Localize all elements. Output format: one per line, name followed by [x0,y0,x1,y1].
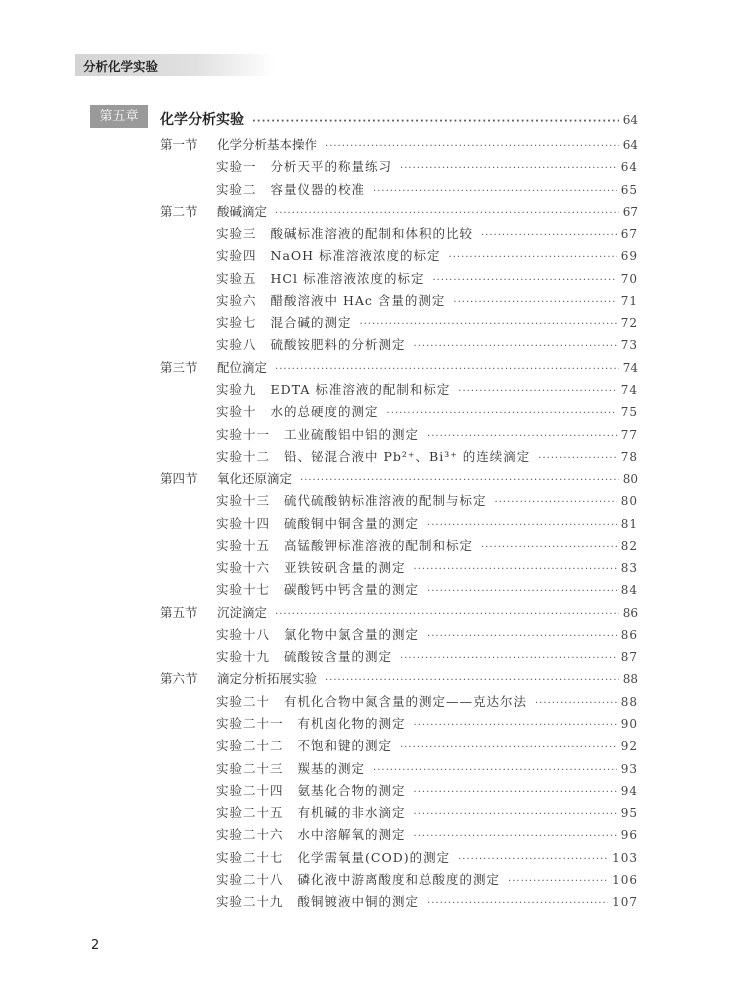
entry-number: 实验十 [216,404,257,420]
entry-number: 实验十二 [216,448,271,464]
leader-dots [400,163,617,174]
leader-dots [414,809,617,820]
toc-experiment-entry[interactable] [216,425,638,443]
page-ref: 69 [620,249,638,264]
leader-dots [538,453,616,464]
page-ref: 83 [620,561,638,576]
running-header [75,54,275,76]
entry-title: 硫酸铵含量的测定 [284,649,393,665]
toc-experiment-entry[interactable] [216,402,638,420]
entry-title: 混合碱的测定 [270,315,352,331]
toc-experiment-entry[interactable] [216,157,638,175]
entry-number: 实验十八 [216,626,271,642]
entry-number: 实验七 [216,315,257,331]
toc-section-entry[interactable] [160,135,638,153]
entry-title: 化学分析基本操作 [217,137,318,152]
toc-section-entry[interactable] [160,202,638,220]
page-ref: 87 [620,650,638,665]
entry-number: 实验二十八 [216,871,284,887]
entry-number: 实验二十六 [216,827,284,843]
toc-experiment-entry[interactable] [216,180,638,198]
toc-experiment-entry[interactable] [216,781,638,799]
toc-experiment-entry[interactable] [216,714,638,732]
entry-title: 滴定分析拓展实验 [217,671,318,687]
toc-experiment-entry[interactable] [216,736,638,754]
leader-dots [325,141,619,152]
toc-experiment-entry[interactable] [216,625,638,643]
leader-dots [453,297,616,308]
toc-experiment-entry[interactable] [216,514,638,532]
page-ref: 103 [612,850,638,865]
leader-dots [414,787,617,798]
page-ref: 64 [620,160,638,175]
entry-number: 实验二十 [216,693,271,709]
entry-title: 不饱和键的测定 [297,738,393,754]
entry-number: 实验八 [216,337,257,353]
toc-experiment-entry[interactable] [216,313,638,331]
toc-section-entry[interactable] [160,469,638,487]
page-ref: 64 [622,113,638,127]
page-ref: 92 [620,739,638,754]
entry-number: 实验六 [216,292,257,308]
entry-title: 水的总硬度的测定 [270,404,379,420]
entry-number: 实验九 [216,381,257,397]
leader-dots [414,831,617,842]
entry-title: 酸铜镀液中铜的测定 [297,894,420,910]
entry-title: 配位滴定 [217,359,268,375]
toc-experiment-entry[interactable] [216,291,638,309]
leader-dots [400,742,617,753]
leader-dots [373,186,617,197]
entry-number: 实验二十五 [216,805,284,821]
leader-dots [414,720,617,731]
toc-experiment-entry[interactable] [216,803,638,821]
toc-section-entry[interactable] [160,669,638,687]
leader-dots [427,586,617,597]
entry-title: NaOH 标准溶液浓度的标定 [270,248,441,264]
entry-number: 第三节 [160,359,198,375]
leader-dots [427,431,617,442]
entry-title: 碳酸钙中钙含量的测定 [284,582,420,598]
entry-number: 实验十六 [216,560,271,576]
entry-title: 有机碱的非水滴定 [297,805,406,821]
leader-dots [300,475,619,486]
page-ref: 90 [620,717,638,732]
toc-experiment-entry[interactable] [216,825,638,843]
leader-dots [427,520,617,531]
toc-experiment-entry[interactable] [216,558,638,576]
page-ref: 65 [620,182,638,197]
toc-experiment-entry[interactable] [216,380,638,398]
toc-experiment-entry[interactable] [216,246,638,264]
entry-title: 容量仪器的校准 [270,181,366,197]
entry-title: 工业硫酸铝中铝的测定 [284,426,420,442]
leader-dots [275,208,619,219]
entry-title: 醋酸溶液中 HAc 含量的测定 [270,292,446,308]
page-ref: 93 [620,761,638,776]
page-ref: 70 [620,271,638,286]
entry-number: 实验五 [216,270,257,286]
page-ref: 84 [620,583,638,598]
toc-experiment-entry[interactable] [216,269,638,287]
leader-dots [458,854,608,865]
leader-dots [414,341,617,352]
toc-experiment-entry[interactable] [216,224,638,242]
entry-number: 实验二十四 [216,782,284,798]
entry-title: 水中溶解氧的测定 [297,827,406,843]
toc-experiment-entry[interactable] [216,536,638,554]
entry-title: 羰基的测定 [297,760,366,776]
leader-dots [400,653,617,664]
page-ref: 86 [622,605,638,620]
page-ref: 95 [620,806,638,821]
leader-dots [387,408,617,419]
toc-experiment-entry[interactable] [216,759,638,777]
entry-title: 磷化液中游离酸度和总酸度的测定 [297,871,501,887]
entry-number: 第一节 [160,137,198,152]
leader-dots [481,542,617,553]
page-ref: 77 [620,427,638,442]
page-ref: 71 [620,293,638,308]
leader-dots [481,230,617,241]
entry-number: 实验二十九 [216,894,284,910]
page-ref: 96 [620,828,638,843]
entry-title: 氨基化合物的测定 [297,782,406,798]
entry-number: 实验十四 [216,515,271,531]
entry-number: 实验二十二 [216,738,284,754]
entry-number: 实验十三 [216,493,271,509]
entry-title: 铅、铋混合液中 Pb²⁺、Bi³⁺ 的连续滴定 [284,448,531,464]
chapter-label: 第五章 [90,105,148,128]
leader-dots [427,898,608,909]
page-ref: 106 [612,872,638,887]
entry-title: 亚铁铵矾含量的测定 [284,560,406,576]
entry-title: 硫酸铵肥料的分析测定 [270,337,406,353]
entry-number: 实验二十三 [216,760,284,776]
leader-dots [427,631,617,642]
page-ref: 67 [622,204,638,219]
chapter-title: 化学分析实验 [160,112,244,128]
leader-dots [535,698,617,709]
entry-number: 实验二十一 [216,716,284,732]
entry-title: 酸碱标准溶液的配制和体积的比较 [270,226,474,242]
page-ref: 72 [620,316,638,331]
entry-number: 实验一 [216,159,257,175]
toc-experiment-entry[interactable] [216,848,638,866]
page-ref: 64 [622,138,638,152]
page-number: 2 [91,938,100,953]
page-ref: 88 [620,694,638,709]
leader-dots [449,252,617,263]
entry-title: 有机化合物中氮含量的测定——克达尔法 [284,693,528,709]
page-ref: 86 [620,627,638,642]
page-ref: 73 [620,338,638,353]
page-ref: 88 [622,672,638,687]
leader-dots [360,319,617,330]
page-ref: 74 [622,360,638,375]
toc-experiment-entry[interactable] [216,580,638,598]
page-ref: 78 [620,449,638,464]
leader-dots [495,497,617,508]
toc-experiment-entry[interactable] [216,491,638,509]
page-ref: 82 [620,538,638,553]
entry-number: 实验十七 [216,582,271,598]
toc-section-entry[interactable] [160,358,638,376]
toc-experiment-entry[interactable] [216,692,638,710]
page-ref: 74 [620,382,638,397]
entry-number: 第四节 [160,471,198,487]
leader-dots [458,386,616,397]
page-ref: 107 [612,895,638,910]
page-ref: 67 [620,227,638,242]
entry-title: 氧化还原滴定 [217,471,293,487]
entry-number: 实验二 [216,181,257,197]
page-ref: 75 [620,405,638,420]
page-ref: 94 [620,783,638,798]
entry-title: 化学需氧量(COD)的测定 [297,849,451,865]
leader-dots [373,765,617,776]
entry-title: EDTA 标准溶液的配制和标定 [270,381,451,397]
toc-experiment-entry[interactable] [216,870,638,888]
leader-dots [252,116,619,127]
entry-number: 实验十九 [216,649,271,665]
entry-title: 高锰酸钾标准溶液的配制和标定 [284,537,474,553]
toc-experiment-entry[interactable] [216,335,638,353]
entry-title: 酸碱滴定 [217,203,268,219]
entry-title: 硫代硫酸钠标准溶液的配制与标定 [284,493,487,509]
leader-dots [325,675,619,686]
entry-number: 第六节 [160,671,198,687]
toc-experiment-entry[interactable] [216,892,638,910]
page-ref: 80 [622,472,638,487]
book-title: 分析化学实验 [83,59,159,74]
entry-title: HCl 标准溶液浓度的标定 [270,270,425,286]
page-ref: 81 [620,516,638,531]
entry-title: 分析天平的称量练习 [270,159,393,175]
entry-number: 实验四 [216,248,257,264]
leader-dots [275,364,619,375]
page-ref: 80 [620,494,638,509]
leader-dots [508,876,608,887]
leader-dots [275,609,619,620]
entry-number: 实验十五 [216,537,271,553]
entry-title: 氯化物中氯含量的测定 [284,626,420,642]
entry-title: 硫酸铜中铜含量的测定 [284,515,420,531]
leader-dots [432,275,616,286]
leader-dots [414,564,617,575]
toc-chapter-entry[interactable] [160,109,638,127]
entry-number: 第五节 [160,604,198,620]
entry-number: 第二节 [160,203,198,219]
entry-title: 有机卤化物的测定 [297,716,406,732]
toc-section-entry[interactable] [160,603,638,621]
entry-title: 沉淀滴定 [217,604,268,620]
entry-number: 实验三 [216,226,257,242]
entry-number: 实验十一 [216,426,271,442]
entry-number: 实验二十七 [216,849,284,865]
toc-experiment-entry[interactable] [216,447,638,465]
toc-experiment-entry[interactable] [216,647,638,665]
